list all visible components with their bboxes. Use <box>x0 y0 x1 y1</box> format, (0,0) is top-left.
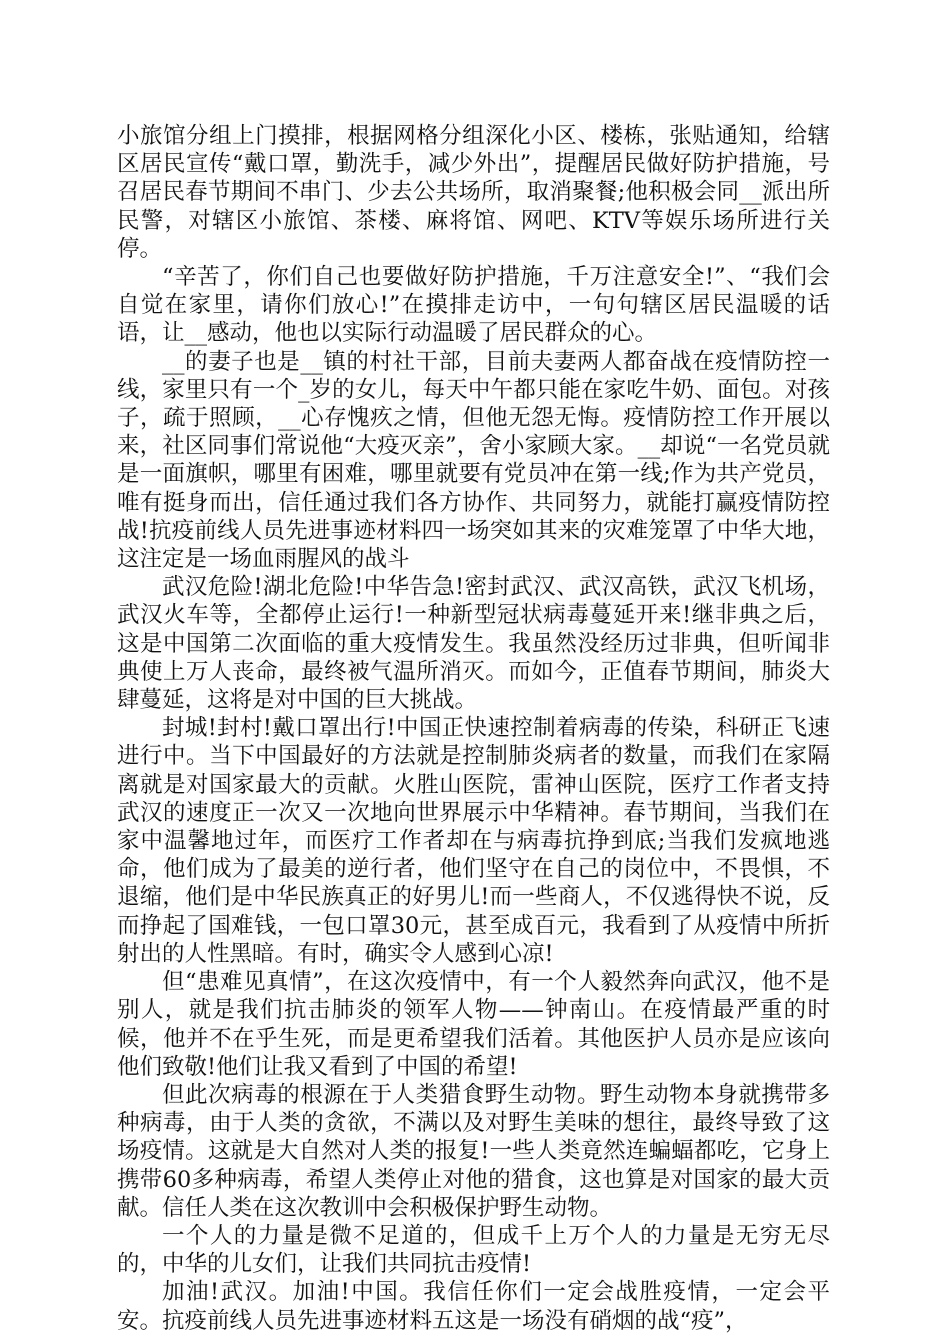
paragraph-6: 但“患难见真情”，在这次疫情中，有一个人毅然奔向武汉，他不是别人，就是我们抗击肺炎的领军人物——钟南山。在疫情最严重的时候，他并不在乎生死，而是更希望我们活着。其他医护人员亦是应该向他们致敬!他们让我又看到了中国的希望! <box>117 969 830 1080</box>
paragraph-8: 一个人的力量是微不足道的，但成千上万个人的力量是无穷无尽的，中华的儿女们，让我们共同抗击疫情! <box>117 1222 830 1278</box>
paragraph-3: __的妻子也是__镇的村社干部，目前夫妻两人都奋战在疫情防控一线，家里只有一个_岁的女儿，每天中午都只能在家吃牛奶、面包。对孩子，疏于照顾，__心存愧疚之情，但他无怨无悔。疫情防控工作开展以来，社区同事们常说他“大疫灭亲”，舍小家顾大家。__却说“一名党员就是一面旗帜，哪里有困难，哪里就要有党员冲在第一线;作为共产党员，唯有挺身而出，信任通过我们各方协作、共同努力，就能打赢疫情防控战!抗疫前线人员先进事迹材料四一场突如其来的灾难笼罩了中华大地，这注定是一场血雨腥风的战斗 <box>117 348 830 573</box>
paragraph-4: 武汉危险!湖北危险!中华告急!密封武汉、武汉高铁，武汉飞机场，武汉火车等，全都停止运行!一种新型冠状病毒蔓延开来!继非典之后，这是中国第二次面临的重大疫情发生。我虽然没经历过非典，但听闻非典使上万人丧命，最终被气温所消灭。而如今，正值春节期间，肺炎大肆蔓延，这将是对中国的巨大挑战。 <box>117 574 830 714</box>
paragraph-1: 小旅馆分组上门摸排，根据网格分组深化小区、楼栋，张贴通知，给辖区居民宣传“戴口罩，勤洗手，减少外出”，提醒居民做好防护措施，号召居民春节期间不串门、少去公共场所，取消聚餐;他积极会同__派出所民警，对辖区小旅馆、茶楼、麻将馆、网吧、KTV等娱乐场所进行关停。 <box>117 123 830 262</box>
paragraph-2: “辛苦了，你们自己也要做好防护措施，千万注意安全!”、“我们会自觉在家里，请你们放心!”在摸排走访中，一句句辖区居民温暖的话语，让__感动，他也以实际行动温暖了居民群众的心。 <box>117 264 830 347</box>
paragraph-5: 封城!封村!戴口罩出行!中国正快速控制着病毒的传染，科研正飞速进行中。当下中国最好的方法就是控制肺炎病者的数量，而我们在家隔离就是对国家最大的贡献。火胜山医院，雷神山医院，医疗工作者支持武汉的速度正一次又一次地向世界展示中华精神。春节期间，当我们在家中温馨地过年，而医疗工作者却在与病毒抗挣到底;当我们发疯地逃命，他们成为了最美的逆行者，他们坚守在自己的岗位中，不畏惧，不退缩，他们是中华民族真正的好男儿!而一些商人，不仅逃得快不说，反而挣起了国难钱，一包口罩30元，甚至成百元，我看到了从疫情中所折射出的人性黑暗。有时，确实令人感到心凉! <box>117 715 830 967</box>
document-body <box>117 122 830 1335</box>
paragraph-7: 但此次病毒的根源在于人类猎食野生动物。野生动物本身就携带多种病毒，由于人类的贪欲，不满以及对野生美味的想往，最终导致了这场疫情。这就是大自然对人类的报复!一些人类竟然连蝙蝠都吃，它身上携带60多种病毒，希望人类停止对他的猎食，这也算是对国家的最大贡献。信任人类在这次教训中会积极保护野生动物。 <box>117 1081 830 1221</box>
paragraph-9: 加油!武汉。加油!中国。我信任你们一定会战胜疫情，一定会平安。抗疫前线人员先进事迹材料五这是一场没有硝烟的战“疫”， <box>117 1279 830 1334</box>
